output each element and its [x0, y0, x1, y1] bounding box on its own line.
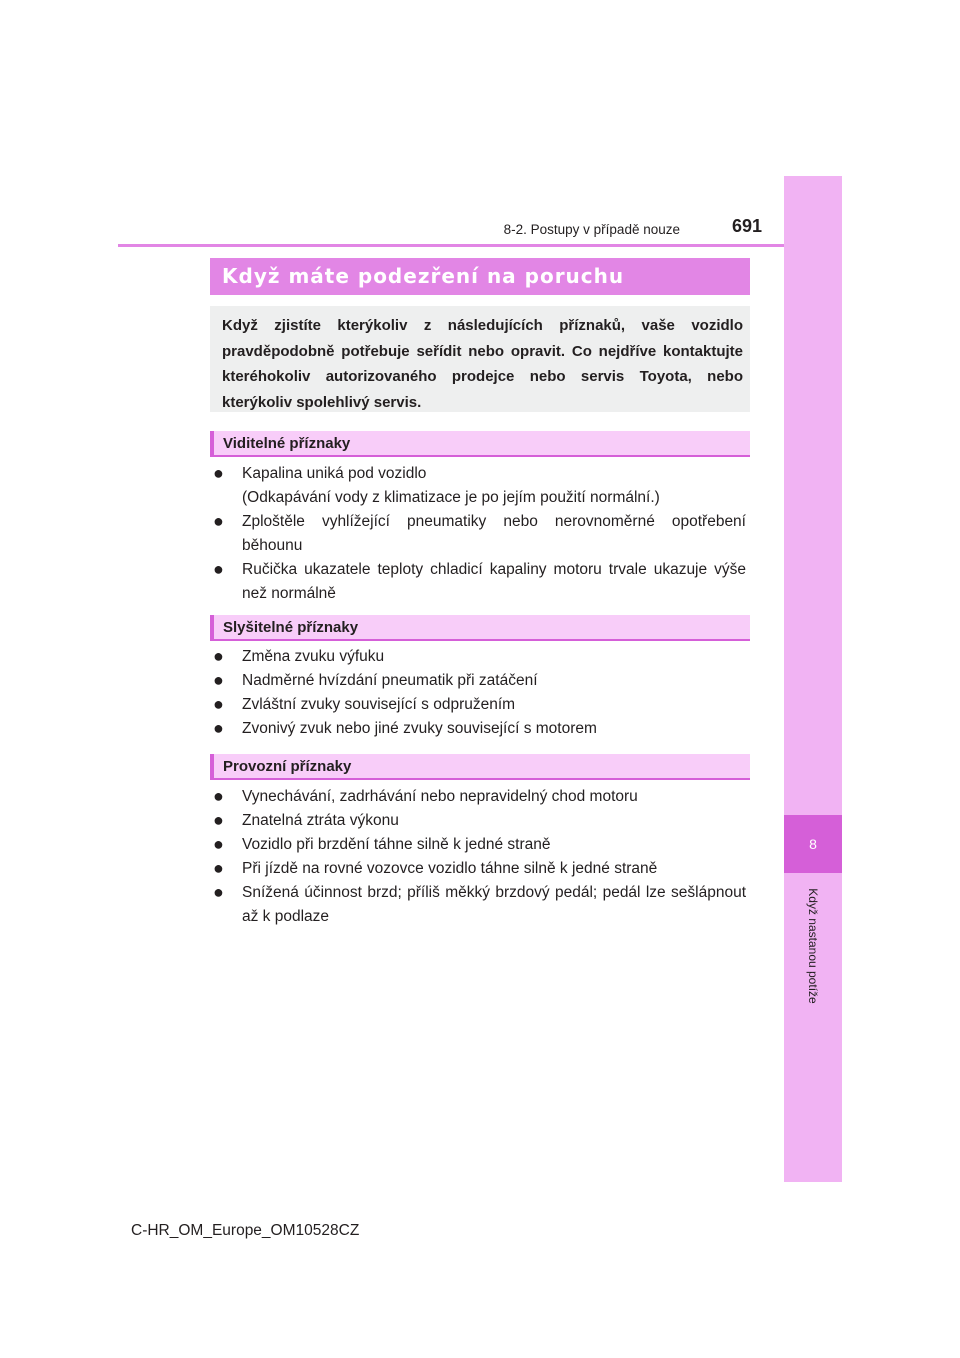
subheading-audible-symptoms: Slyšitelné příznaky: [210, 615, 750, 641]
list-item-text: Nadměrné hvízdání pneumatik při zatáčení: [242, 672, 538, 689]
subheading-operating-symptoms: Provozní příznaky: [210, 754, 750, 780]
bullet-icon: ●: [213, 646, 224, 666]
list-item-text: Zvláštní zvuky související s odpružením: [242, 696, 516, 713]
chapter-title-vertical: Když nastanou potíže: [806, 888, 820, 1004]
intro-box: [210, 306, 750, 412]
bullet-icon: ●: [213, 559, 224, 579]
list-item-text: Zploštěle vyhlížející pneumatiky nebo nerovnoměrné opotřebení běhounu: [242, 513, 746, 554]
list-item-note: (Odkapávání vody z klimatizace je po jejím použití normální.): [242, 488, 660, 506]
list-item: [213, 669, 746, 693]
list-item-text: Znatelná ztráta výkonu: [242, 812, 399, 829]
document-code: C-HR_OM_Europe_OM10528CZ: [131, 1222, 360, 1239]
bullet-icon: ●: [213, 670, 224, 690]
bullet-icon: ●: [213, 463, 224, 483]
list-item: [213, 558, 746, 605]
bullet-icon: ●: [213, 786, 224, 806]
header-rule: [118, 244, 784, 247]
list-item-text: Kapalina uniká pod vozidlo: [242, 465, 427, 482]
list-item: [213, 881, 746, 928]
list-item-text: Vynechávání, zadrhávání nebo nepravidelný chod motoru: [242, 788, 638, 805]
page-number: 691: [732, 216, 763, 236]
list-item: [213, 510, 746, 557]
bullet-icon: ●: [213, 694, 224, 714]
bullet-icon: ●: [213, 882, 224, 902]
running-header-section: 8-2. Postupy v případě nouze: [503, 222, 680, 237]
list-item: [213, 717, 746, 741]
operating-symptoms-list: [213, 785, 746, 928]
bullet-icon: ●: [213, 511, 224, 531]
list-item: [213, 645, 746, 669]
bullet-icon: ●: [213, 858, 224, 878]
list-item: [213, 462, 746, 509]
list-item-text: Při jízdě na rovné vozovce vozidlo táhne silně k jedné straně: [242, 860, 658, 877]
bullet-icon: ●: [213, 718, 224, 738]
bullet-icon: ●: [213, 834, 224, 854]
list-item-text: Snížená účinnost brzd; příliš měkký brzdový pedál; pedál lze sešlápnout až k podlaze: [242, 884, 746, 925]
subheading-visible-symptoms: Viditelné příznaky: [210, 431, 750, 457]
list-item-text: Ručička ukazatele teploty chladicí kapaliny motoru trvale ukazuje výše než normálně: [242, 561, 746, 602]
list-item: [213, 833, 746, 857]
chapter-number-tab: 8: [784, 815, 842, 873]
chapter-side-tab: [784, 176, 842, 1182]
intro-text: Když zjistíte kterýkoliv z následujících příznaků, vaše vozidlo pravděpodobně potřebuje seřídit nebo opravit. Co nejdříve kontaktujte kteréhokoliv autorizovaného prodejce nebo servis Toyota, nebo kterýkoliv spolehlivý servis.: [222, 317, 743, 411]
list-item-text: Zvonivý zvuk nebo jiné zvuky související s motorem: [242, 720, 597, 737]
section-title: Když máte podezření na poruchu: [210, 258, 750, 295]
list-item-text: Vozidlo při brzdění táhne silně k jedné straně: [242, 836, 551, 853]
list-item: [213, 785, 746, 809]
list-item: [213, 857, 746, 881]
list-item: [213, 809, 746, 833]
visible-symptoms-list: [213, 462, 746, 605]
list-item: [213, 693, 746, 717]
audible-symptoms-list: [213, 645, 746, 741]
bullet-icon: ●: [213, 810, 224, 830]
list-item-text: Změna zvuku výfuku: [242, 648, 385, 665]
